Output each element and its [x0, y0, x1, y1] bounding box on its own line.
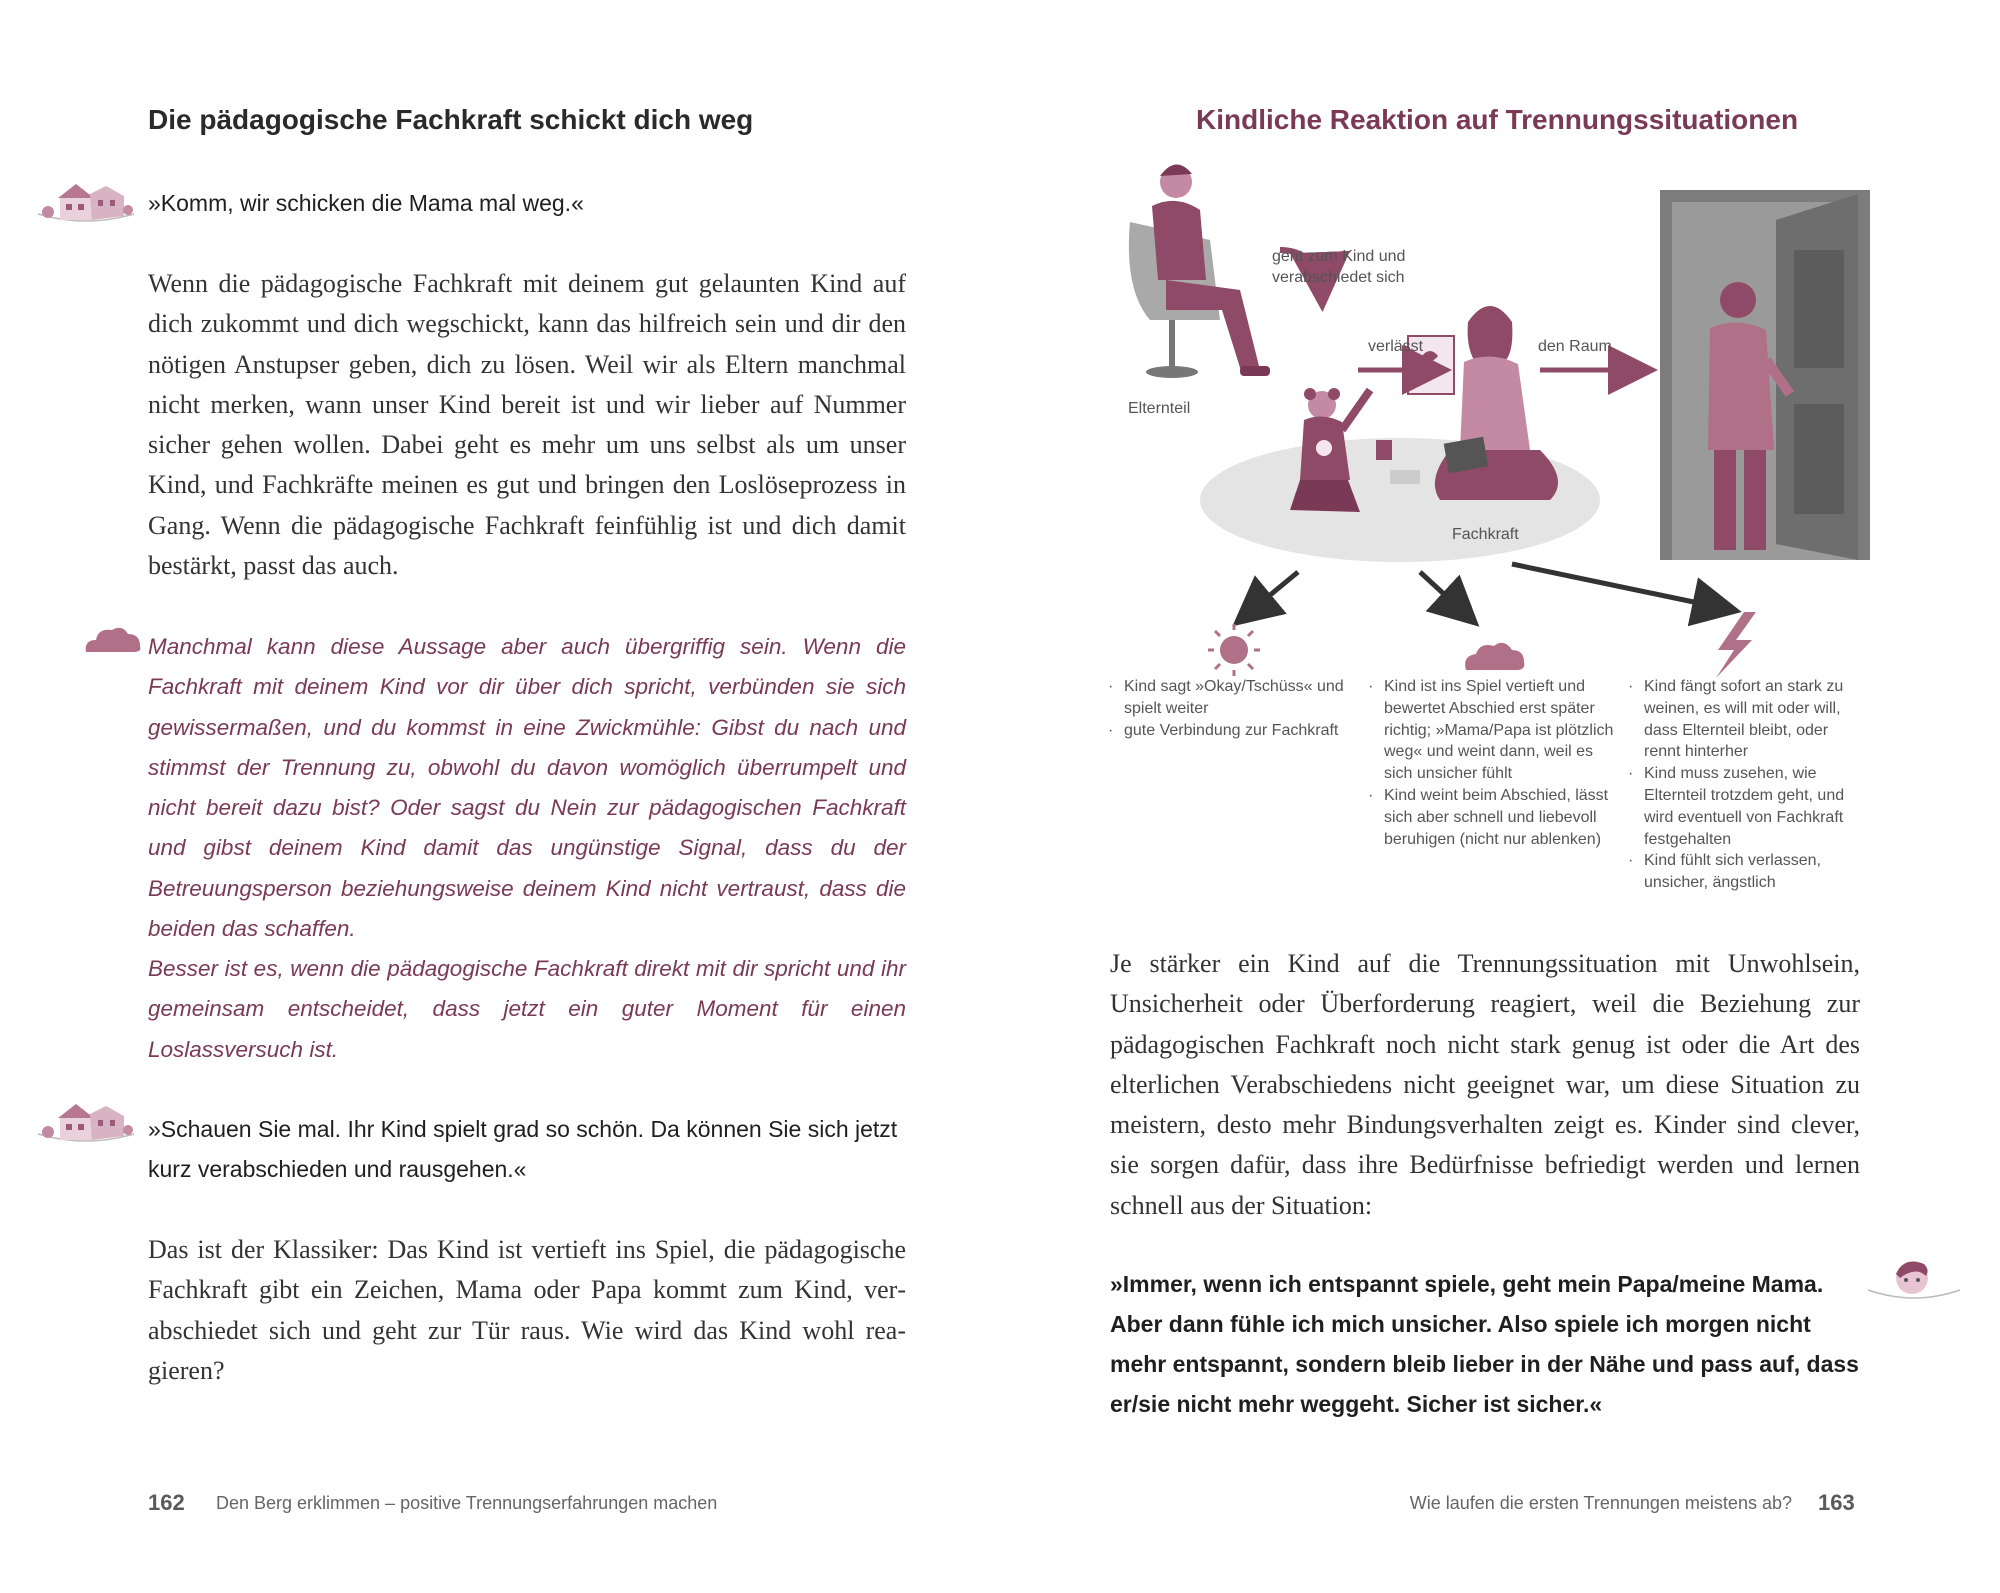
quote-child: »Immer, wenn ich entspannt spiele, geht mein Papa/meine Mama. Aber dann fühle ich mich unsicher. Also spiele ich morgen nicht mehr entspannt, sondern bleib lieber in der Nähe und pass auf, dass er/sie nicht mehr weggeht. Sicher ist sicher.«: [1110, 1271, 1859, 1417]
quote-fachkraft-1: »Komm, wir schicken die Mama mal weg.«: [148, 190, 584, 216]
page-number-left: 162: [148, 1490, 185, 1515]
running-title-left: Den Berg erklimmen – positive Trennungserfahrungen machen: [216, 1493, 718, 1513]
reaction-list-positive: [1108, 676, 1348, 741]
label-room: den Raum: [1538, 338, 1612, 355]
house-icon: [36, 172, 136, 232]
body-paragraph-1: Wenn die pädagogische Fachkraft mit deinem gut gelaunten Kind auf dich zukommt und dich wegschickt, kann das hilfreich sein und dir den nötigen Anstupser geben, dich zu lösen. Weil wir als Eltern manchmal nicht merken, wann unser Kind bereit ist und wir lieber auf Nummer sicher gehen wollen. Dabei geht es mehr um uns selbst als um unser Kind, und Fachkräfte meinen es gut und bringen den Loslöseprozess in Gang. Wenn die pädagogische Fachkraft feinfühlig ist und dich damit bestärkt, passt das auch.: [148, 269, 906, 581]
running-title-right: Wie laufen die ersten Trennungen meistens ab?: [1409, 1493, 1792, 1513]
italic-paragraph-2: Besser ist es, wenn die pädagogische Fachkraft direkt mit dir spricht und ihr gemeinsam entscheidet, dass jetzt ein guter Moment für einen Loslassversuch ist.: [148, 956, 906, 1062]
arrow-branch-1: [1240, 572, 1298, 620]
arrow-branch-2: [1420, 572, 1472, 620]
body-paragraph-2: Das ist der Klassiker: Das Kind ist vertieft ins Spiel, die pädagogische Fachkraft gibt ein Zeichen, Mama oder Papa kommt zum Kind, verabschiedet sich und geht zur Tür raus. Wie wird das Kind wohl reagieren?: [148, 1235, 906, 1385]
list-item: · Kind weint beim Abschied, lässt sich aber schnell und liebevoll beruhigen (nicht nur ablenken): [1368, 785, 1618, 850]
cloud-icon: [1465, 643, 1524, 670]
list-item: · Kind ist ins Spiel vertieft und bewertet Abschied erst später richtig; »Mama/Papa ist plötzlich weg« und weint dann, weil es sich unsicher fühlt: [1368, 676, 1618, 785]
label-says-goodbye: verabschiedet sich: [1272, 269, 1405, 286]
parent-figure: [1129, 164, 1270, 378]
label-leaves: verlässt: [1368, 338, 1424, 355]
reaction-list-mixed: [1368, 676, 1618, 850]
label-caregiver: Fachkraft: [1452, 526, 1519, 543]
list-item: · Kind fängt sofort an stark zu weinen, es will mit oder will, dass Elternteil bleibt, oder rennt hinterher: [1628, 676, 1868, 763]
left-page-heading: Die pädagogische Fachkraft schickt dich weg: [148, 104, 754, 135]
body-paragraph-3: Je stärker ein Kind auf die Trennungssituation mit Unwohlsein, Unsicherheit oder Überforderung reagiert, weil die Beziehung zur pädagogischen Fachkraft noch nicht stark genug ist oder die Art des elterlichen Verabschiedens nicht geeignet war, um diese Situation zu meistern, desto mehr Bindungsverhalten zeigt es. Kinder sind clever, sie sorgen dafür, dass ihre Bedürfnisse befriedigt werden und lernen schnell aus der Situation:: [1110, 949, 1860, 1220]
reaction-list-negative: [1628, 676, 1868, 894]
door-scene: [1660, 190, 1870, 560]
label-goes-to-child: geht zum Kind und: [1272, 248, 1406, 265]
sun-icon: [1208, 624, 1260, 676]
right-page-heading: Kindliche Reaktion auf Trennungssituationen: [1196, 104, 1799, 135]
list-item: · Kind fühlt sich verlassen, unsicher, ängstlich: [1628, 850, 1868, 894]
lightning-icon: [1716, 612, 1756, 678]
cloud-icon: [82, 622, 144, 656]
child-face-icon: [1864, 1250, 1964, 1310]
house-icon: [36, 1092, 136, 1152]
list-item: · Kind sagt »Okay/Tschüss« und spielt weiter: [1108, 676, 1348, 720]
list-item: · gute Verbindung zur Fachkraft: [1108, 720, 1348, 742]
quote-fachkraft-2: »Schauen Sie mal. Ihr Kind spielt grad so schön. Da können Sie sich jetzt kurz verabschieden und rausgehen.«: [148, 1116, 898, 1182]
label-parent: Elternteil: [1128, 400, 1191, 417]
arrow-branch-3: [1512, 564, 1732, 610]
list-item: · Kind muss zusehen, wie Elternteil trotzdem geht, und wird eventuell von Fachkraft festgehalten: [1628, 763, 1868, 850]
page-number-right: 163: [1818, 1490, 1855, 1515]
italic-paragraph-1: Manchmal kann diese Aussage aber auch übergriffig sein. Wenn die Fachkraft mit deinem Kind vor dir über dich spricht, verbünden sie sich gewissermaßen, und du kommst in eine Zwickmühle: Gibst du nach und stimmst der Trennung zu, obwohl du davon womöglich überrumpelt und nicht bereit dazu bist? Oder sagst du Nein zur pädagogischen Fachkraft und gibst deinem Kind damit das ungünstige Signal, dass du der Betreuungsperson beziehungsweise deinem Kind nicht vertraust, dass die beiden das schaffen.: [148, 634, 906, 942]
